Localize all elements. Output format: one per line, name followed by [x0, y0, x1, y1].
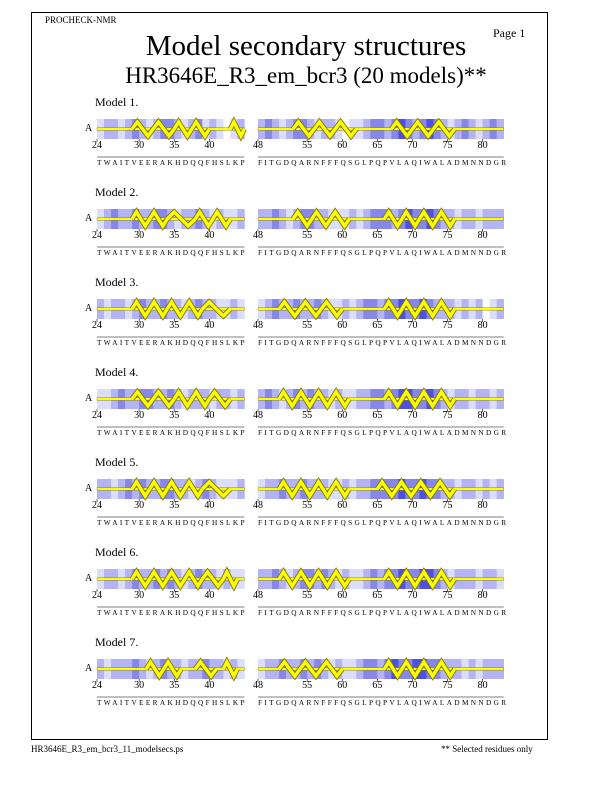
tick-label: 55 — [302, 410, 313, 421]
tick-label: 48 — [253, 410, 263, 421]
tick-label: 80 — [477, 410, 488, 421]
tick-label: 80 — [477, 590, 488, 601]
chain-label: A — [85, 393, 93, 404]
tick-label: 55 — [302, 140, 313, 151]
tick-label: 80 — [477, 320, 488, 331]
chain-label: A — [85, 573, 93, 584]
tick-label: 35 — [169, 410, 180, 421]
tick-label: 35 — [169, 230, 180, 241]
tick-label: 70 — [407, 500, 418, 511]
tick-label: 48 — [253, 500, 263, 511]
tick-label: 60 — [337, 590, 348, 601]
residue-sequence: FITGDQARNFFFQSGLPQPVLAQIWALADMNNDGR — [258, 248, 509, 257]
tick-label: 55 — [302, 320, 313, 331]
tick-label: 65 — [372, 680, 383, 691]
chain-label: A — [85, 123, 93, 134]
tick-label: 30 — [134, 140, 145, 151]
model-label: Model 4. — [95, 365, 139, 379]
tick-label: 24 — [92, 410, 102, 421]
tick-label: 70 — [407, 590, 418, 601]
model-label: Model 5. — [95, 455, 139, 469]
tick-label: 40 — [204, 140, 215, 151]
tick-label: 75 — [442, 500, 453, 511]
tick-label: 70 — [407, 230, 418, 241]
tick-label: 24 — [92, 680, 102, 691]
tick-label: 75 — [442, 230, 453, 241]
tick-label: 75 — [442, 140, 453, 151]
tick-label: 80 — [477, 500, 488, 511]
tick-label: 65 — [372, 140, 383, 151]
residue-sequence: TWAITVEERAKHDQQFHSLKP — [97, 608, 247, 617]
tick-label: 48 — [253, 320, 263, 331]
chain-label: A — [85, 213, 93, 224]
tick-label: 30 — [134, 410, 145, 421]
tick-label: 48 — [253, 680, 263, 691]
tick-label: 30 — [134, 230, 145, 241]
tick-label: 60 — [337, 500, 348, 511]
page-number: Page 1 — [493, 26, 526, 40]
residue-sequence: TWAITVEERAKHDQQFHSLKP — [97, 248, 247, 257]
tick-label: 70 — [407, 140, 418, 151]
tick-label: 24 — [92, 500, 102, 511]
tick-label: 55 — [302, 590, 313, 601]
tick-label: 48 — [253, 230, 263, 241]
tick-label: 65 — [372, 590, 383, 601]
tick-label: 75 — [442, 590, 453, 601]
tick-label: 55 — [302, 500, 313, 511]
tick-label: 75 — [442, 410, 453, 421]
tick-label: 48 — [253, 590, 263, 601]
tick-label: 40 — [204, 680, 215, 691]
residue-sequence: FITGDQARNFFFQSGLPQPVLAQIWALADMNNDGR — [258, 698, 509, 707]
residue-sequence: TWAITVEERAKHDQQFHSLKP — [97, 338, 247, 347]
tick-label: 70 — [407, 320, 418, 331]
residue-sequence: FITGDQARNFFFQSGLPQPVLAQIWALADMNNDGR — [258, 518, 509, 527]
tick-label: 75 — [442, 320, 453, 331]
model-label: Model 3. — [95, 275, 139, 289]
tick-label: 65 — [372, 230, 383, 241]
page-title: Model secondary structures — [145, 30, 467, 62]
residue-sequence: TWAITVEERAKHDQQFHSLKP — [97, 428, 247, 437]
tick-label: 70 — [407, 410, 418, 421]
tick-label: 80 — [477, 230, 488, 241]
tick-label: 60 — [337, 230, 348, 241]
tick-label: 75 — [442, 680, 453, 691]
coil-bar — [258, 668, 504, 670]
tick-label: 30 — [134, 590, 145, 601]
residue-sequence: FITGDQARNFFFQSGLPQPVLAQIWALADMNNDGR — [258, 608, 509, 617]
chain-label: A — [85, 663, 93, 674]
tick-label: 35 — [169, 500, 180, 511]
tick-label: 30 — [134, 320, 145, 331]
tick-label: 60 — [337, 410, 348, 421]
tick-label: 35 — [169, 680, 180, 691]
tick-label: 55 — [302, 680, 313, 691]
tick-label: 48 — [253, 140, 263, 151]
tick-label: 40 — [204, 320, 215, 331]
tick-label: 35 — [169, 320, 180, 331]
tick-label: 24 — [92, 140, 102, 151]
tick-label: 65 — [372, 500, 383, 511]
model-label: Model 6. — [95, 545, 139, 559]
residue-sequence: FITGDQARNFFFQSGLPQPVLAQIWALADMNNDGR — [258, 338, 509, 347]
residue-sequence: FITGDQARNFFFQSGLPQPVLAQIWALADMNNDGR — [258, 428, 509, 437]
footer-note: ** Selected residues only — [441, 744, 533, 754]
tick-label: 35 — [169, 140, 180, 151]
coil-bar — [258, 308, 504, 310]
tick-label: 80 — [477, 140, 488, 151]
tick-label: 55 — [302, 230, 313, 241]
footer-filename: HR3646E_R3_em_bcr3_11_modelsecs.ps — [31, 744, 184, 754]
tick-label: 40 — [204, 500, 215, 511]
residue-sequence: FITGDQARNFFFQSGLPQPVLAQIWALADMNNDGR — [258, 158, 509, 167]
tick-label: 60 — [337, 680, 348, 691]
tick-label: 70 — [407, 680, 418, 691]
tick-label: 24 — [92, 230, 102, 241]
tick-label: 60 — [337, 140, 348, 151]
tick-label: 40 — [204, 590, 215, 601]
tick-label: 65 — [372, 410, 383, 421]
chain-label: A — [85, 303, 93, 314]
model-label: Model 2. — [95, 185, 139, 199]
residue-sequence: TWAITVEERAKHDQQFHSLKP — [97, 518, 247, 527]
tick-label: 30 — [134, 680, 145, 691]
residue-sequence: TWAITVEERAKHDQQFHSLKP — [97, 698, 247, 707]
residue-sequence: TWAITVEERAKHDQQFHSLKP — [97, 158, 247, 167]
tick-label: 35 — [169, 590, 180, 601]
tick-label: 65 — [372, 320, 383, 331]
tick-label: 30 — [134, 500, 145, 511]
tick-label: 24 — [92, 320, 102, 331]
chain-label: A — [85, 483, 93, 494]
tick-label: 80 — [477, 680, 488, 691]
model-label: Model 1. — [95, 95, 139, 109]
tick-label: 40 — [204, 410, 215, 421]
page-subtitle: HR3646E_R3_em_bcr3 (20 models)** — [125, 63, 487, 88]
tick-label: 40 — [204, 230, 215, 241]
program-name: PROCHECK-NMR — [45, 15, 117, 25]
tick-label: 60 — [337, 320, 348, 331]
tick-label: 24 — [92, 590, 102, 601]
model-label: Model 7. — [95, 635, 139, 649]
